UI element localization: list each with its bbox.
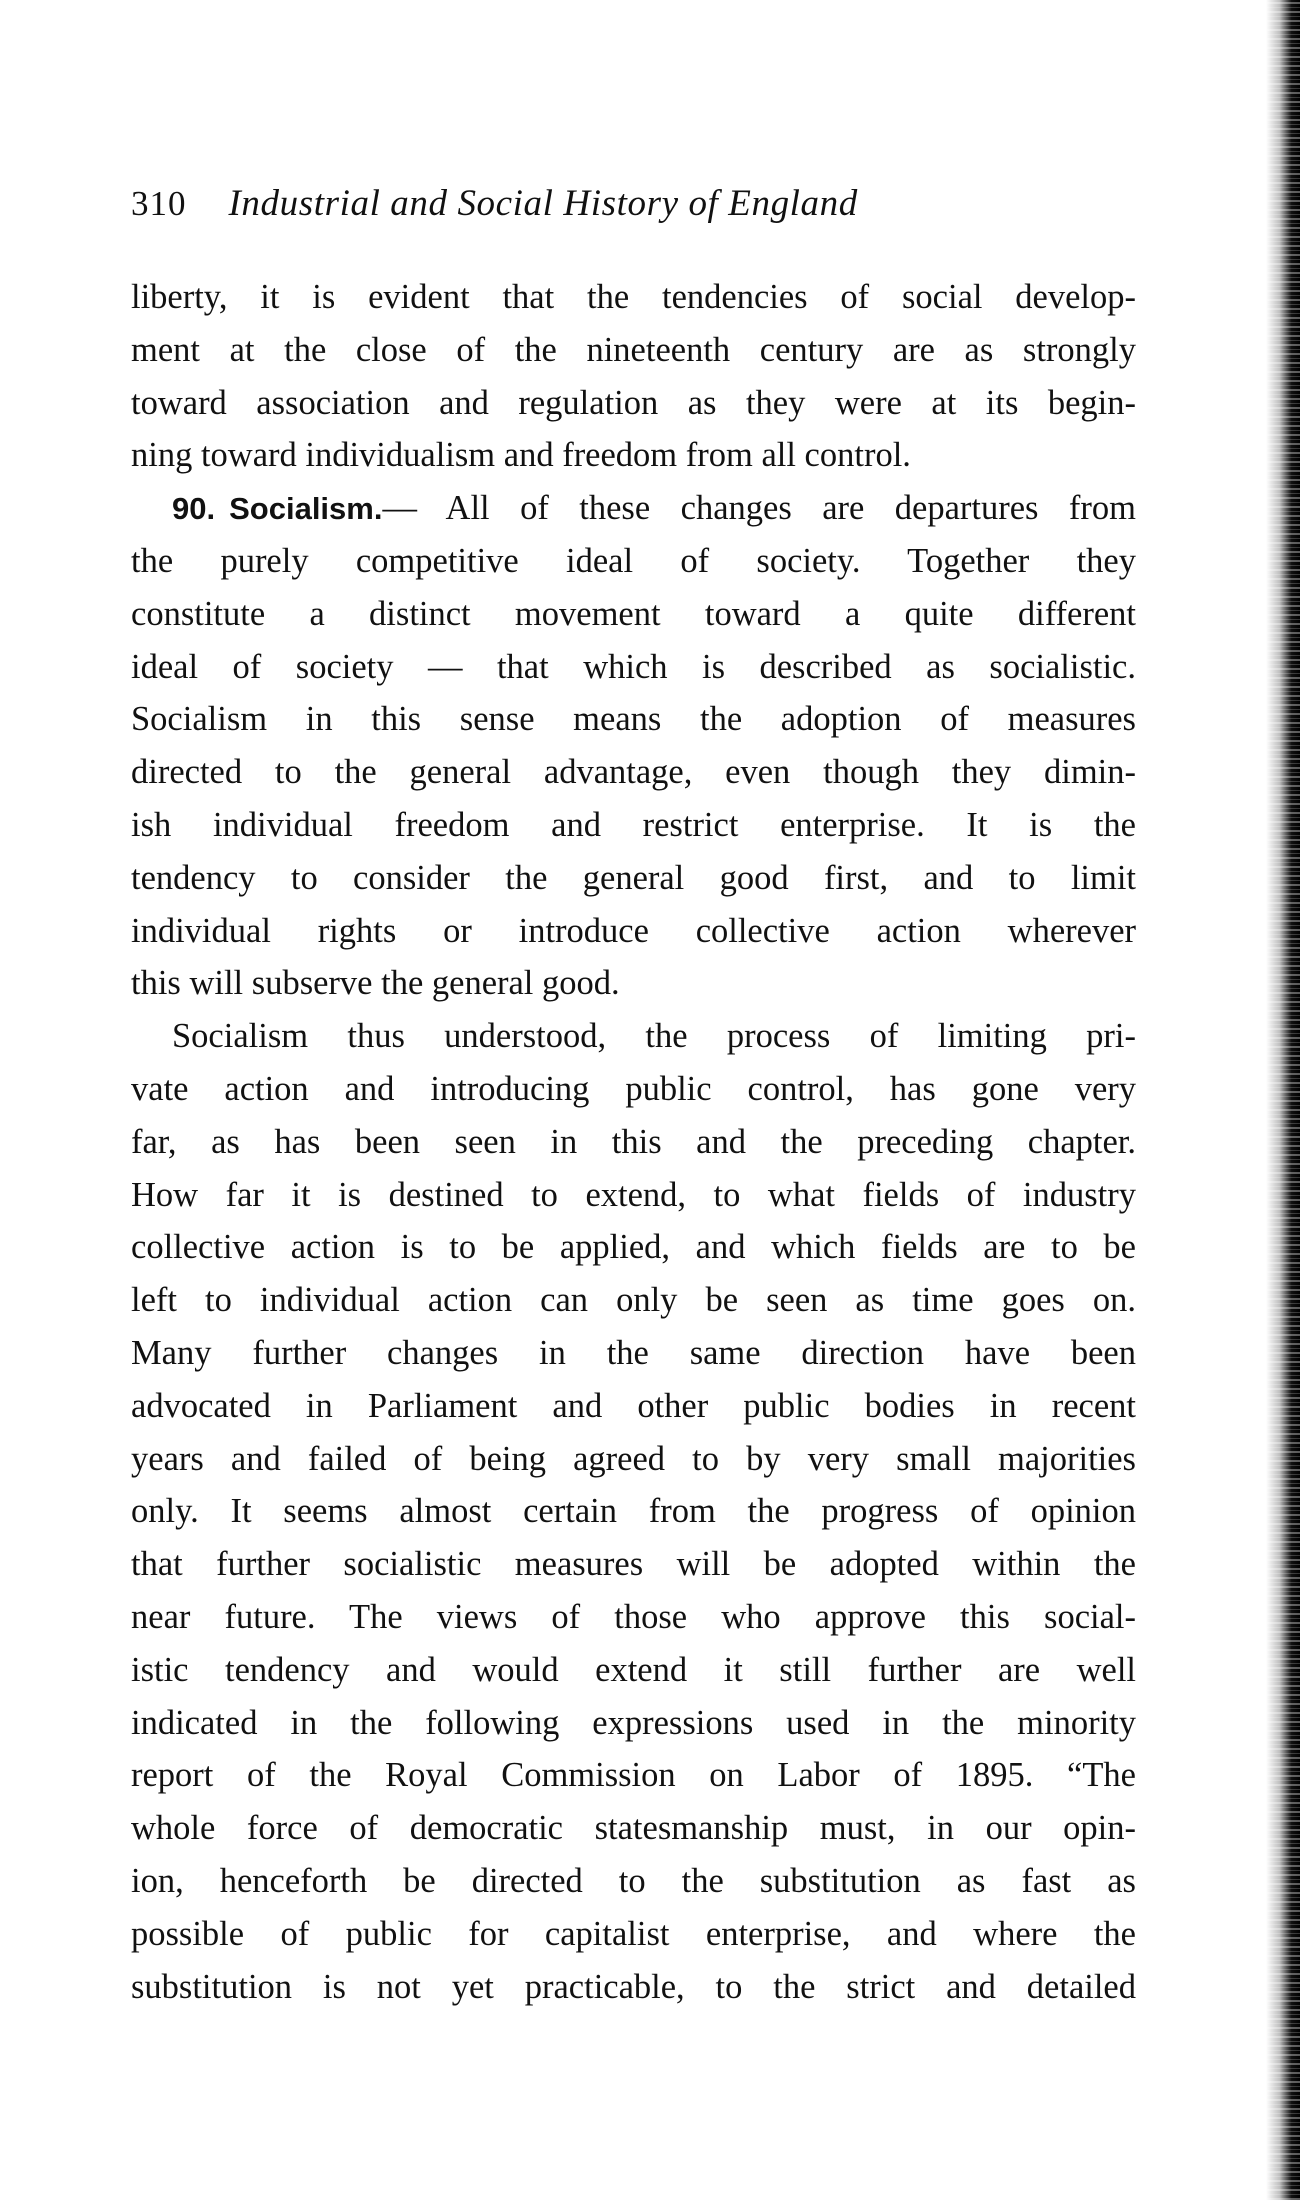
text-line <box>131 1802 1136 1855</box>
text-line-content: ning toward individualism and freedom from all control. <box>131 436 911 475</box>
section-number: 90. <box>172 491 216 527</box>
text-line <box>131 746 1136 799</box>
text-line-content: constitute a distinct movement toward a quite different <box>131 594 1136 633</box>
text-line <box>131 588 1136 641</box>
paragraph <box>131 1010 1136 2013</box>
text-line <box>131 535 1136 588</box>
text-line <box>131 1274 1136 1327</box>
text-line-content: liberty, it is evident that the tendencies of social develop- <box>131 278 1136 316</box>
text-line-content: this will subserve the general good. <box>131 964 620 1003</box>
scanned-page-edge <box>1266 0 1300 2200</box>
section-title: Socialism. <box>229 491 383 527</box>
text-line-content: Socialism in this sense means the adoption of measures <box>131 700 1136 739</box>
text-line <box>131 1169 1136 1222</box>
text-line <box>131 799 1136 852</box>
text-line <box>131 1063 1136 1116</box>
text-line-content: indicated in the following expressions used in the minority <box>131 1703 1136 1742</box>
text-line <box>131 1116 1136 1169</box>
text-line-content: collective action is to be applied, and which fields are to be <box>131 1228 1136 1267</box>
text-line <box>131 905 1136 958</box>
text-line-content: How far it is destined to extend, to what fields of industry <box>131 1175 1136 1214</box>
text-line-content: directed to the general advantage, even though they dimin- <box>131 753 1136 792</box>
text-line-content: possible of public for capitalist enterprise, and where the <box>131 1914 1136 1953</box>
text-line-content: report of the Royal Commission on Labor of 1895. “The <box>131 1756 1136 1795</box>
text-line <box>131 1221 1136 1274</box>
text-line-content: Many further changes in the same direction have been <box>131 1333 1136 1372</box>
text-line-content: ish individual freedom and restrict enterprise. It is the <box>131 805 1136 844</box>
text-line <box>131 1010 1136 1063</box>
paragraph <box>131 482 1136 1010</box>
text-line <box>131 693 1136 746</box>
text-line <box>131 1538 1136 1591</box>
text-line <box>131 324 1136 377</box>
text-line-content: Socialism thus understood, the process of limiting pri- <box>172 1017 1136 1056</box>
text-line <box>131 377 1136 430</box>
text-line <box>131 1433 1136 1486</box>
text-line-content: only. It seems almost certain from the progress of opinion <box>131 1492 1136 1531</box>
text-line-content: that further socialistic measures will be adopted within the <box>131 1545 1136 1584</box>
running-title: Industrial and Social History of England <box>228 183 858 224</box>
text-line-content: advocated in Parliament and other public bodies in recent <box>131 1386 1136 1425</box>
page-body-text <box>131 271 1136 2013</box>
text-line <box>131 1855 1136 1908</box>
text-line <box>131 1644 1136 1697</box>
text-line-content: ideal of society — that which is described as socialistic. <box>131 647 1136 686</box>
text-line-content: ion, henceforth be directed to the substitution as fast as <box>131 1861 1136 1900</box>
text-line-content: far, as has been seen in this and the preceding chapter. <box>131 1122 1136 1161</box>
text-line-content <box>172 482 1136 536</box>
section-text: — All of these changes are departures from <box>382 489 1136 528</box>
page-number: 310 <box>131 184 187 223</box>
text-line <box>131 429 1136 482</box>
text-line <box>131 1908 1136 1961</box>
text-line <box>131 1961 1136 2014</box>
text-line <box>131 1591 1136 1644</box>
text-line-content: ment at the close of the nineteenth century are as strongly <box>131 330 1136 369</box>
text-line <box>131 1380 1136 1433</box>
text-line <box>131 1327 1136 1380</box>
text-line-content: istic tendency and would extend it still further are well <box>131 1650 1136 1689</box>
text-line-content: whole force of democratic statesmanship must, in our opin- <box>131 1809 1136 1848</box>
text-line-content: individual rights or introduce collective action wherever <box>131 911 1136 950</box>
text-line <box>131 641 1136 694</box>
text-line-content: left to individual action can only be seen as time goes on. <box>131 1281 1136 1320</box>
text-line-content: the purely competitive ideal of society. Together they <box>131 541 1136 580</box>
text-line <box>131 1697 1136 1750</box>
text-line-content: vate action and introducing public control, has gone very <box>131 1069 1136 1108</box>
running-header <box>131 182 1131 232</box>
text-line-content: substitution is not yet practicable, to the strict and detailed <box>131 1967 1136 2006</box>
text-line <box>131 1485 1136 1538</box>
text-line <box>131 957 1136 1010</box>
paragraph <box>131 271 1136 482</box>
text-line-content: tendency to consider the general good first, and to limit <box>131 858 1136 897</box>
text-line <box>131 852 1136 905</box>
text-line-content: years and failed of being agreed to by very small majorities <box>131 1439 1136 1478</box>
text-line <box>131 271 1136 324</box>
text-line <box>131 1749 1136 1802</box>
text-line-content: near future. The views of those who approve this social- <box>131 1597 1136 1636</box>
text-line-content: toward association and regulation as they were at its begin- <box>131 383 1136 422</box>
text-line <box>131 482 1136 535</box>
